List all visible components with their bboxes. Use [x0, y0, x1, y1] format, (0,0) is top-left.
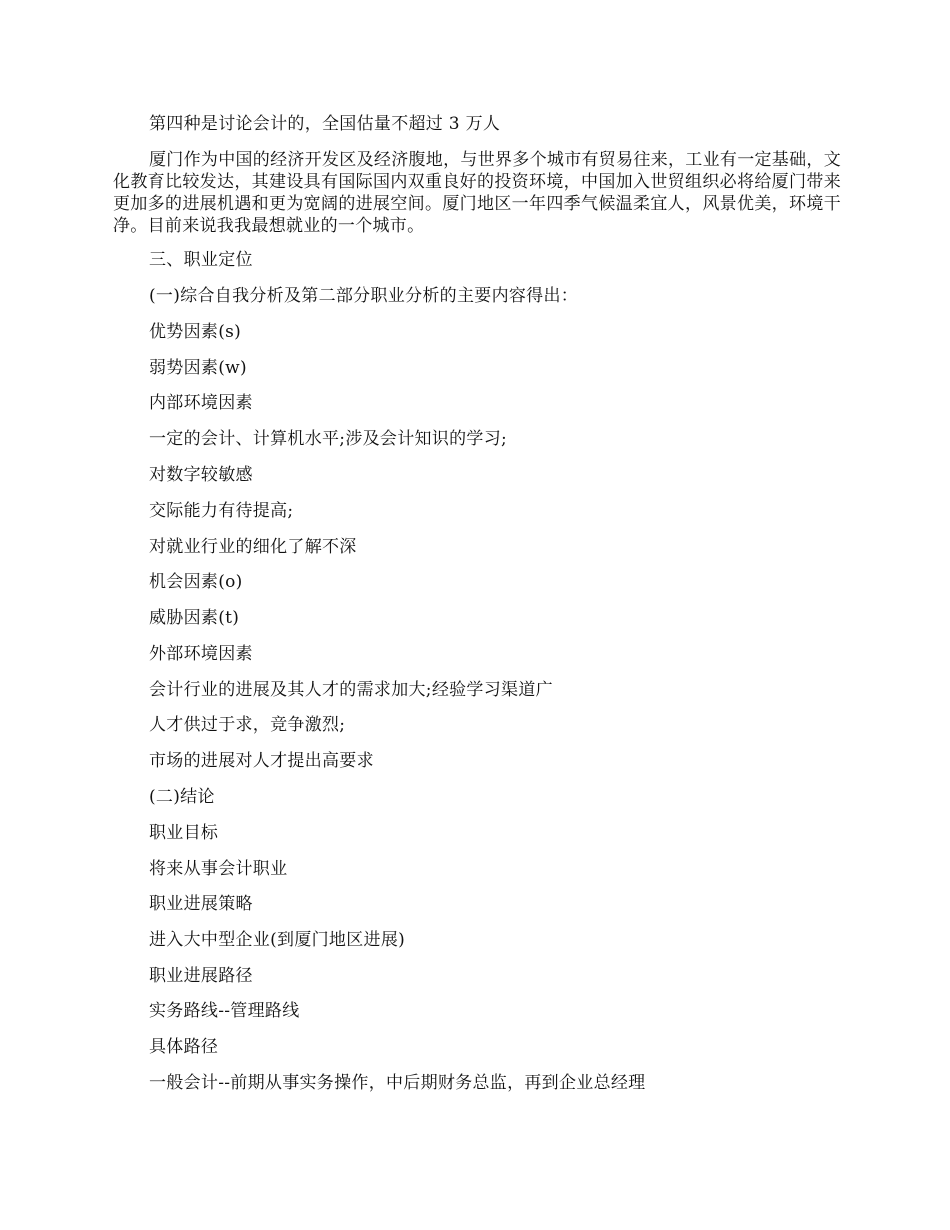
text-line: 会计行业的进展及其人才的需求加大;经验学习渠道广 — [149, 680, 553, 700]
text-line: 将来从事会计职业 — [149, 859, 288, 879]
text-line: 具体路径 — [149, 1037, 219, 1057]
text-line: 机会因素(o) — [149, 572, 243, 592]
text-line: 对数字较敏感 — [149, 465, 253, 485]
text-line: 对就业行业的细化了解不深 — [149, 537, 357, 557]
text-line: 内部环境因素 — [149, 393, 253, 413]
text-line: 市场的进展对人才提出高要求 — [149, 751, 374, 771]
intro-line: 第四种是讨论会计的，全国估量不超过 3 万人 — [149, 114, 501, 134]
text-line: 优势因素(s) — [149, 322, 242, 342]
text-line: 一定的会计、计算机水平;涉及会计知识的学习; — [149, 429, 508, 449]
text-line: 职业进展策略 — [149, 894, 253, 914]
subsection-heading-analysis: (一)综合自我分析及第二部分职业分析的主要内容得出： — [149, 286, 579, 306]
text-line: 实务路线--管理路线 — [149, 1001, 300, 1021]
text-line: 职业目标 — [149, 823, 219, 843]
text-line: 进入大中型企业(到厦门地区进展) — [149, 930, 406, 950]
subsection-heading-conclusion: (二)结论 — [149, 787, 215, 807]
text-line: 职业进展路径 — [149, 966, 253, 986]
text-line: 弱势因素(w) — [149, 358, 247, 378]
text-line: 威胁因素(t) — [149, 608, 240, 628]
text-line: 人才供过于求，竞争激烈; — [149, 715, 346, 735]
text-line: 一般会计--前期从事实务操作，中后期财务总监，再到企业总经理 — [149, 1073, 646, 1093]
text-line: 交际能力有待提高; — [149, 501, 294, 521]
section-heading-career-positioning: 三、职业定位 — [149, 250, 253, 270]
text-line: 外部环境因素 — [149, 644, 253, 664]
xiamen-paragraph: 厦门作为中国的经济开发区及经济腹地，与世界多个城市有贸易往来，工业有一定基础，文化教育比较发达，其建设具有国际国内双重良好的投资环境，中国加入世贸组织必将给厦门带来更加多的进展机遇和更为宽阔的进展空间。厦门地区一年四季气候温柔宜人，风景优美，环境干净。目前来说我我最想就业的一个城市。 — [113, 150, 841, 236]
